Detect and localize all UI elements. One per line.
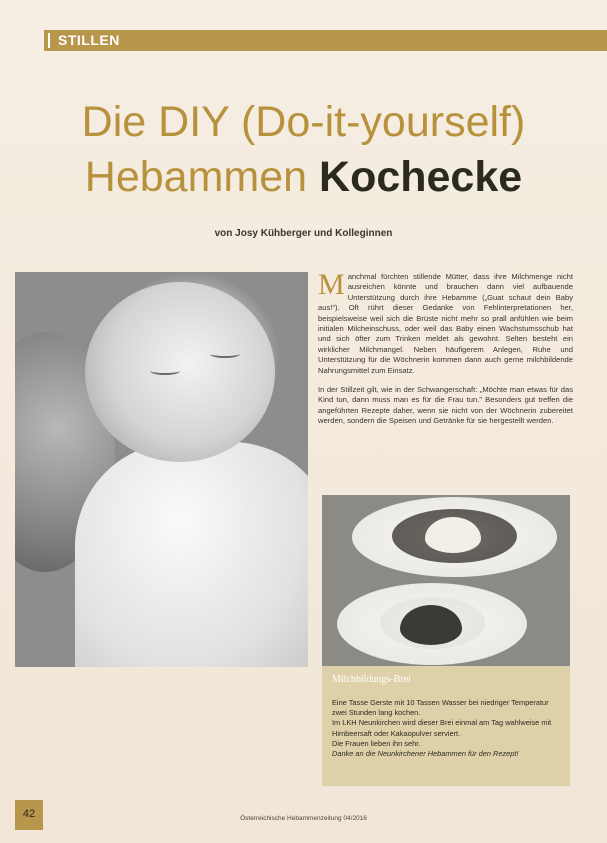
recipe-title: Milchbildungs-Brei: [332, 674, 411, 685]
article-body: [318, 268, 573, 436]
title-word-hebammen: Hebammen: [84, 153, 308, 201]
section-label: STILLEN: [58, 32, 120, 48]
sleeping-baby-photo: [15, 272, 308, 667]
article-paragraph-2: In der Stillzeit gilt, wie in der Schwangerschaft: „Möchte man etwas für das Kind tun, dann muss man es für die Frau tun." Besonders gut treffen die angeführten Rezepte daher, wenn sie nicht von der Wöchnerin zubereitet werden, sondern die Speisen und Getränke für sie hergestellt werden.: [318, 385, 573, 426]
photo-blanket-shape: [75, 442, 308, 667]
heart-light-icon: [425, 517, 481, 553]
page-number: 42: [22, 808, 36, 820]
recipe-thanks: Danke an die Neunkirchener Hebammen für den Rezept!: [332, 749, 519, 759]
recipe-box: [322, 666, 570, 786]
drop-cap: M: [318, 268, 345, 301]
heart-dark-icon: [400, 605, 462, 645]
photo-baby-head: [85, 282, 275, 462]
article-byline: von Josy Kühberger und Kolleginnen: [214, 228, 393, 239]
recipe-line-1: Eine Tasse Gerste mit 10 Tassen Wasser bei niedriger Temperatur zwei Stunden lang kochen.: [332, 698, 549, 718]
photo-eye-left: [150, 367, 180, 375]
article-title-line2: [0, 153, 607, 202]
photo-eye-right: [210, 350, 240, 358]
recipe-text: [332, 698, 564, 759]
section-marker: [48, 33, 50, 48]
recipe-line-3: Die Frauen lieben ihn sehr.: [332, 738, 421, 748]
recipe-line-2: Im LKH Neunkirchen wird dieser Brei einmal am Tag wahlweise mit Himbeersaft oder Kakaopulver serviert.: [332, 718, 552, 738]
footer-text: Österreichische Hebammenzeitung 04/2016: [240, 815, 367, 822]
article-title-line1: Die DIY (Do-it-yourself): [81, 98, 526, 146]
heart-plates-photo: [322, 495, 570, 666]
section-header-bar: [44, 30, 607, 51]
title-word-kochecke: Kochecke: [319, 153, 523, 201]
paragraph-1-text: anchmal fürchten stillende Mütter, dass ihre Milchmenge nicht ausreichen könnte und brauchen dann viel aufbauende Unterstützung durch ihre Hebamme („Guat schaut dein Baby aus!"). Oft rührt dieser Gedanke von Fehlinterpretationen her, beispielsweise weil sich die Brüste nicht mehr so prall anfühlen wie beim initialen Milcheinschuss, oder weil das Baby einen Wachstumsschub hat und sich öfter zum Trinken meldet als gewohnt. Selten besteht ein wirklicher Milchmangel. Neben häufigerem Anlegen, Ruhe und Unterstützung für die Wöchnerin kommen dann auch gerne milchbildende Nahrungsmittel zum Einsatz.: [318, 272, 573, 375]
article-paragraph-1: [318, 268, 573, 376]
